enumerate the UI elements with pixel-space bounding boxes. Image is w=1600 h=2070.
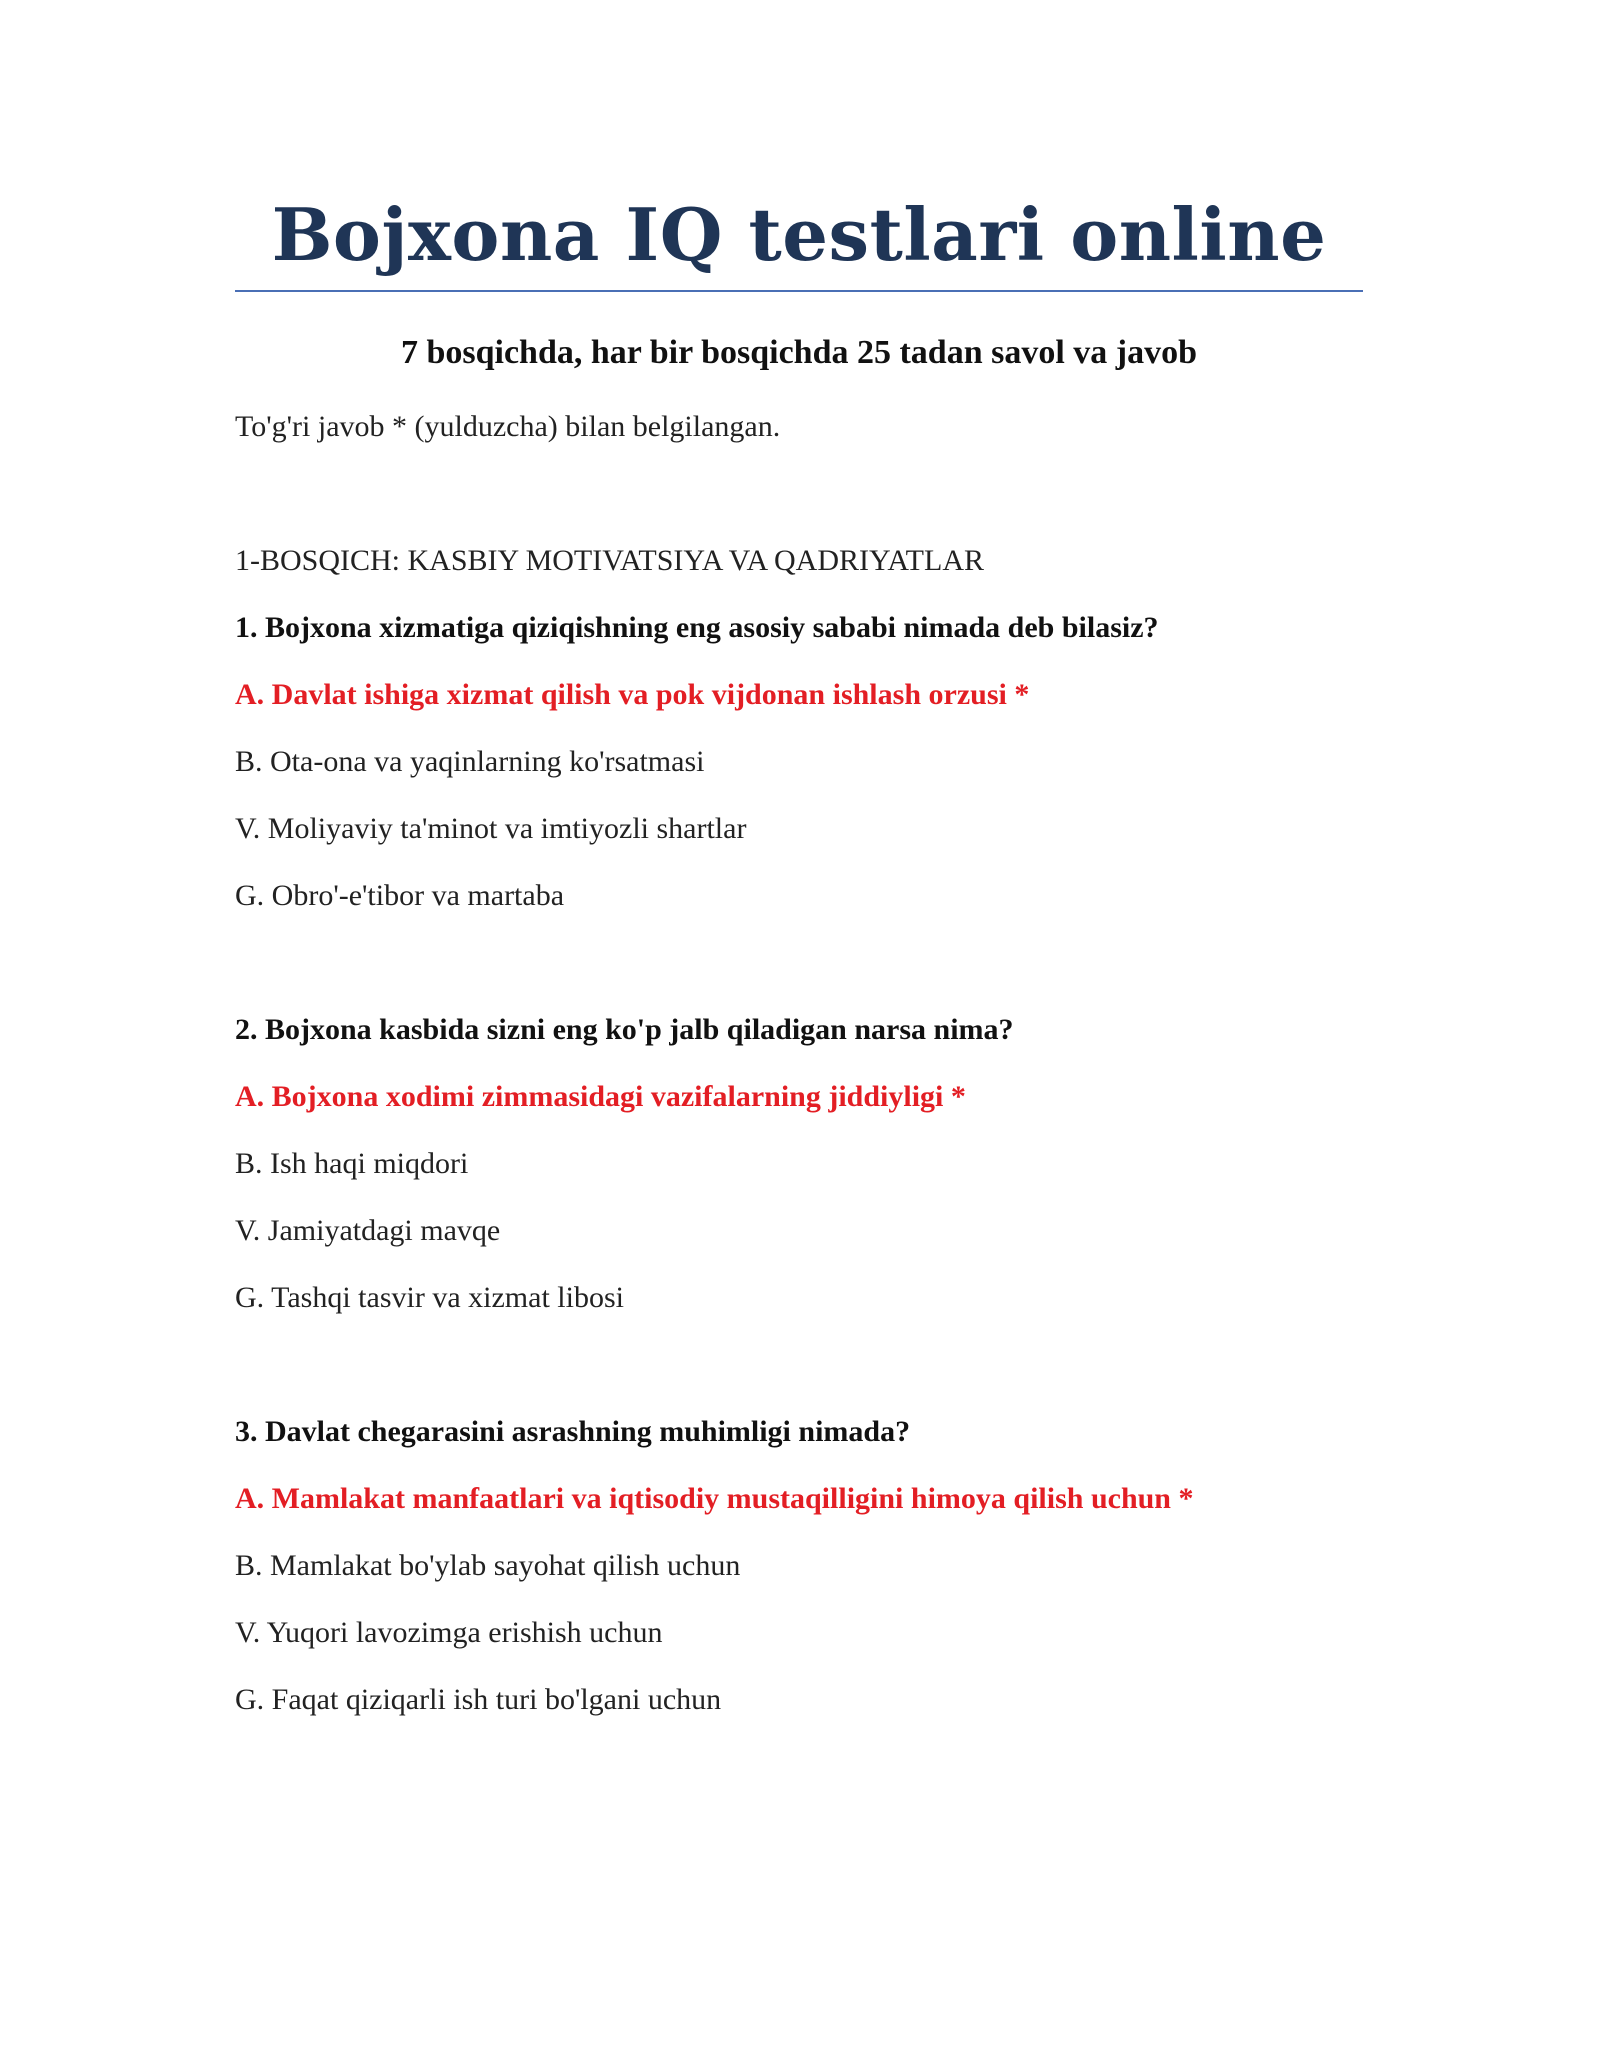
question-2: 2. Bojxona kasbida sizni eng ko'p jalb qiladigan narsa nima? bbox=[235, 1013, 1014, 1046]
document-subtitle: 7 bosqichda, har bir bosqichda 25 tadan savol va javob bbox=[400, 334, 1198, 371]
question-1-option-g: G. Obro'-e'tibor va martaba bbox=[235, 879, 565, 912]
question-3: 3. Davlat chegarasini asrashning muhimligi nimada? bbox=[235, 1415, 911, 1448]
question-3-option-g: G. Faqat qiziqarli ish turi bo'lgani uchun bbox=[235, 1683, 722, 1716]
question-3-option-b: B. Mamlakat bo'ylab sayohat qilish uchun bbox=[235, 1549, 741, 1582]
question-3-option-v: V. Yuqori lavozimga erishish uchun bbox=[235, 1616, 663, 1649]
question-1: 1. Bojxona xizmatiga qiziqishning eng asosiy sababi nimada deb bilasiz? bbox=[235, 611, 1159, 644]
question-2-option-g: G. Tashqi tasvir va xizmat libosi bbox=[235, 1281, 624, 1314]
question-2-option-v: V. Jamiyatdagi mavqe bbox=[235, 1214, 501, 1247]
question-2-option-b: B. Ish haqi miqdori bbox=[235, 1147, 469, 1180]
title-underline bbox=[235, 290, 1363, 292]
question-3-option-a-correct: A. Mamlakat manfaatlari va iqtisodiy mustaqilligini himoya qilish uchun * bbox=[235, 1482, 1194, 1515]
question-1-option-b: B. Ota-ona va yaqinlarning ko'rsatmasi bbox=[235, 745, 705, 778]
question-2-option-a-correct: A. Bojxona xodimi zimmasidagi vazifalarning jiddiyligi * bbox=[235, 1080, 966, 1113]
question-1-option-v: V. Moliyaviy ta'minot va imtiyozli shartlar bbox=[235, 812, 747, 845]
answer-key-note: To'g'ri javob * (yulduzcha) bilan belgilangan. bbox=[235, 410, 781, 443]
document-title: Bojxona IQ testlari online bbox=[271, 192, 1327, 277]
stage-heading: 1-BOSQICH: KASBIY MOTIVATSIYA VA QADRIYATLAR bbox=[235, 544, 984, 577]
question-1-option-a-correct: A. Davlat ishiga xizmat qilish va pok vijdonan ishlash orzusi * bbox=[235, 678, 1030, 711]
